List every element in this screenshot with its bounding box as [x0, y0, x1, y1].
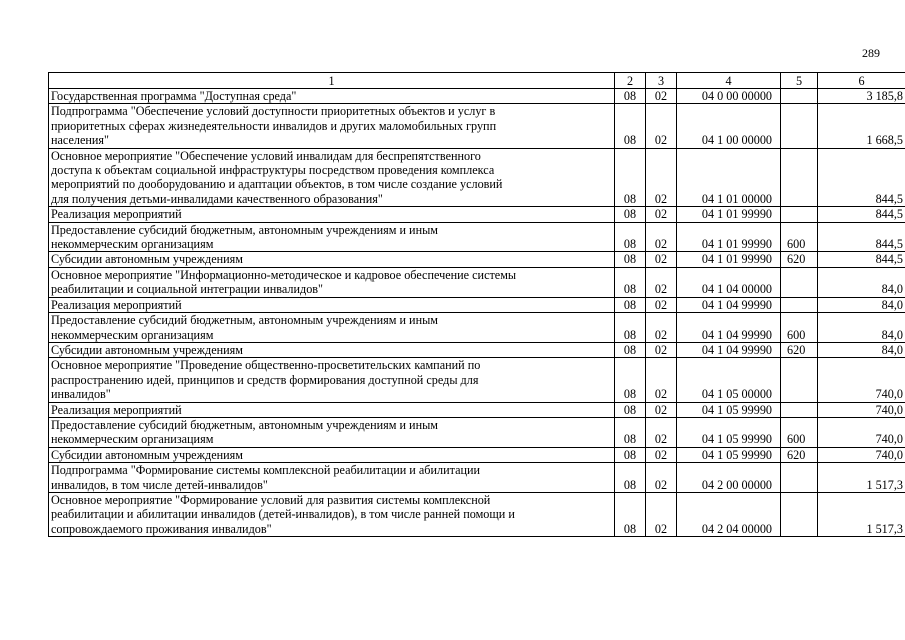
row-expense-type-cell: [781, 267, 818, 297]
row-target-article-cell: 04 1 01 99990: [677, 252, 781, 267]
row-name-cell: Подпрограмма "Обеспечение условий доступности приоритетных объектов и услуг в приоритетных сферах жизнедеятельности инвалидов и других маломобильных групп населения": [49, 104, 615, 148]
row-section-cell: 08: [615, 148, 646, 207]
row-name-cell: Субсидии автономным учреждениям: [49, 342, 615, 357]
row-expense-type-cell: 600: [781, 222, 818, 252]
row-name-cell: Предоставление субсидий бюджетным, автономным учреждениям и иным некоммерческим организациям: [49, 222, 615, 252]
row-subsection-cell: 02: [646, 417, 677, 447]
row-amount-cell: 844,5: [818, 148, 905, 207]
row-name-cell: Государственная программа "Доступная среда": [49, 89, 615, 104]
table-row: [49, 104, 905, 148]
budget-table: [48, 72, 905, 537]
table-header: [49, 73, 905, 89]
row-amount-cell: 84,0: [818, 313, 905, 343]
row-section-cell: 08: [615, 267, 646, 297]
table-body: [49, 89, 905, 537]
header-cell-name: 1: [49, 73, 615, 89]
row-amount-cell: 1 668,5: [818, 104, 905, 148]
row-section-cell: 08: [615, 492, 646, 536]
row-amount-cell: 740,0: [818, 358, 905, 402]
row-target-article-cell: 04 0 00 00000: [677, 89, 781, 104]
row-target-article-cell: 04 1 04 00000: [677, 267, 781, 297]
row-section-cell: 08: [615, 313, 646, 343]
row-target-article-cell: 04 1 01 99990: [677, 207, 781, 222]
header-cell-section: 2: [615, 73, 646, 89]
row-expense-type-cell: 620: [781, 342, 818, 357]
row-section-cell: 08: [615, 222, 646, 252]
row-target-article-cell: 04 1 05 99990: [677, 447, 781, 462]
row-expense-type-cell: [781, 402, 818, 417]
row-section-cell: 08: [615, 417, 646, 447]
row-target-article-cell: 04 1 04 99990: [677, 297, 781, 312]
row-amount-cell: 84,0: [818, 297, 905, 312]
header-cell-subsection: 3: [646, 73, 677, 89]
row-target-article-cell: 04 1 01 99990: [677, 222, 781, 252]
row-subsection-cell: 02: [646, 342, 677, 357]
row-amount-cell: 844,5: [818, 252, 905, 267]
row-subsection-cell: 02: [646, 104, 677, 148]
row-amount-cell: 740,0: [818, 402, 905, 417]
table-row: [49, 267, 905, 297]
header-cell-expense-type: 5: [781, 73, 818, 89]
row-amount-cell: 1 517,3: [818, 463, 905, 493]
table-row: [49, 207, 905, 222]
row-section-cell: 08: [615, 89, 646, 104]
row-amount-cell: 740,0: [818, 417, 905, 447]
table-row: [49, 148, 905, 207]
row-target-article-cell: 04 1 04 99990: [677, 313, 781, 343]
row-section-cell: 08: [615, 463, 646, 493]
row-expense-type-cell: [781, 297, 818, 312]
row-name-cell: Основное мероприятие "Информационно-методическое и кадровое обеспечение системы реабилитации и социальной интеграции инвалидов": [49, 267, 615, 297]
row-expense-type-cell: [781, 207, 818, 222]
row-subsection-cell: 02: [646, 492, 677, 536]
row-name-cell: Реализация мероприятий: [49, 207, 615, 222]
row-name-cell: Основное мероприятие "Проведение общественно-просветительских кампаний по распространению идей, принципов и средств формирования доступной среды для инвалидов": [49, 358, 615, 402]
row-amount-cell: 1 517,3: [818, 492, 905, 536]
row-section-cell: 08: [615, 447, 646, 462]
table-row: [49, 252, 905, 267]
table-row: [49, 89, 905, 104]
row-subsection-cell: 02: [646, 447, 677, 462]
row-target-article-cell: 04 2 04 00000: [677, 492, 781, 536]
row-subsection-cell: 02: [646, 148, 677, 207]
row-amount-cell: 740,0: [818, 447, 905, 462]
row-expense-type-cell: [781, 89, 818, 104]
row-name-cell: Предоставление субсидий бюджетным, автономным учреждениям и иным некоммерческим организациям: [49, 417, 615, 447]
row-subsection-cell: 02: [646, 89, 677, 104]
row-subsection-cell: 02: [646, 252, 677, 267]
row-name-cell: Реализация мероприятий: [49, 402, 615, 417]
header-cell-target-article: 4: [677, 73, 781, 89]
table-row: [49, 297, 905, 312]
row-expense-type-cell: 620: [781, 447, 818, 462]
row-section-cell: 08: [615, 402, 646, 417]
row-expense-type-cell: [781, 358, 818, 402]
table-row: [49, 358, 905, 402]
table-row: [49, 492, 905, 536]
row-target-article-cell: 04 1 00 00000: [677, 104, 781, 148]
row-expense-type-cell: 600: [781, 313, 818, 343]
row-section-cell: 08: [615, 104, 646, 148]
row-subsection-cell: 02: [646, 222, 677, 252]
table-row: [49, 417, 905, 447]
row-subsection-cell: 02: [646, 207, 677, 222]
page-number: 289: [862, 46, 880, 60]
row-section-cell: 08: [615, 297, 646, 312]
row-amount-cell: 84,0: [818, 267, 905, 297]
row-subsection-cell: 02: [646, 402, 677, 417]
row-amount-cell: 844,5: [818, 207, 905, 222]
row-expense-type-cell: 620: [781, 252, 818, 267]
row-expense-type-cell: 600: [781, 417, 818, 447]
row-subsection-cell: 02: [646, 297, 677, 312]
row-subsection-cell: 02: [646, 463, 677, 493]
row-target-article-cell: 04 1 05 99990: [677, 402, 781, 417]
header-cell-amount: 6: [818, 73, 905, 89]
row-section-cell: 08: [615, 252, 646, 267]
row-target-article-cell: 04 1 05 99990: [677, 417, 781, 447]
row-section-cell: 08: [615, 342, 646, 357]
row-amount-cell: 844,5: [818, 222, 905, 252]
row-target-article-cell: 04 2 00 00000: [677, 463, 781, 493]
row-amount-cell: 3 185,8: [818, 89, 905, 104]
row-section-cell: 08: [615, 207, 646, 222]
row-subsection-cell: 02: [646, 313, 677, 343]
row-expense-type-cell: [781, 463, 818, 493]
row-expense-type-cell: [781, 148, 818, 207]
table-row: [49, 447, 905, 462]
table-row: [49, 402, 905, 417]
row-name-cell: Подпрограмма "Формирование системы комплексной реабилитации и абилитации инвалидов, в том числе детей-инвалидов": [49, 463, 615, 493]
row-target-article-cell: 04 1 04 99990: [677, 342, 781, 357]
row-target-article-cell: 04 1 05 00000: [677, 358, 781, 402]
row-expense-type-cell: [781, 104, 818, 148]
table-row: [49, 342, 905, 357]
row-name-cell: Основное мероприятие "Обеспечение условий инвалидам для беспрепятственного доступа к объектам социальной инфраструктуры посредством проведения комплекса мероприятий по дооборудованию и адаптации объектов, в том числе создание условий для получения детьми-инвалидами качественного образования": [49, 148, 615, 207]
row-name-cell: Основное мероприятие "Формирование условий для развития системы комплексной реабилитации и абилитации инвалидов (детей-инвалидов), в том числе ранней помощи и сопровождаемого проживания инвалидов": [49, 492, 615, 536]
table-row: [49, 463, 905, 493]
row-target-article-cell: 04 1 01 00000: [677, 148, 781, 207]
table-row: [49, 313, 905, 343]
row-subsection-cell: 02: [646, 358, 677, 402]
header-row: [49, 73, 905, 89]
row-expense-type-cell: [781, 492, 818, 536]
row-name-cell: Субсидии автономным учреждениям: [49, 447, 615, 462]
table-row: [49, 222, 905, 252]
row-amount-cell: 84,0: [818, 342, 905, 357]
row-name-cell: Реализация мероприятий: [49, 297, 615, 312]
row-subsection-cell: 02: [646, 267, 677, 297]
row-section-cell: 08: [615, 358, 646, 402]
row-name-cell: Предоставление субсидий бюджетным, автономным учреждениям и иным некоммерческим организациям: [49, 313, 615, 343]
row-name-cell: Субсидии автономным учреждениям: [49, 252, 615, 267]
